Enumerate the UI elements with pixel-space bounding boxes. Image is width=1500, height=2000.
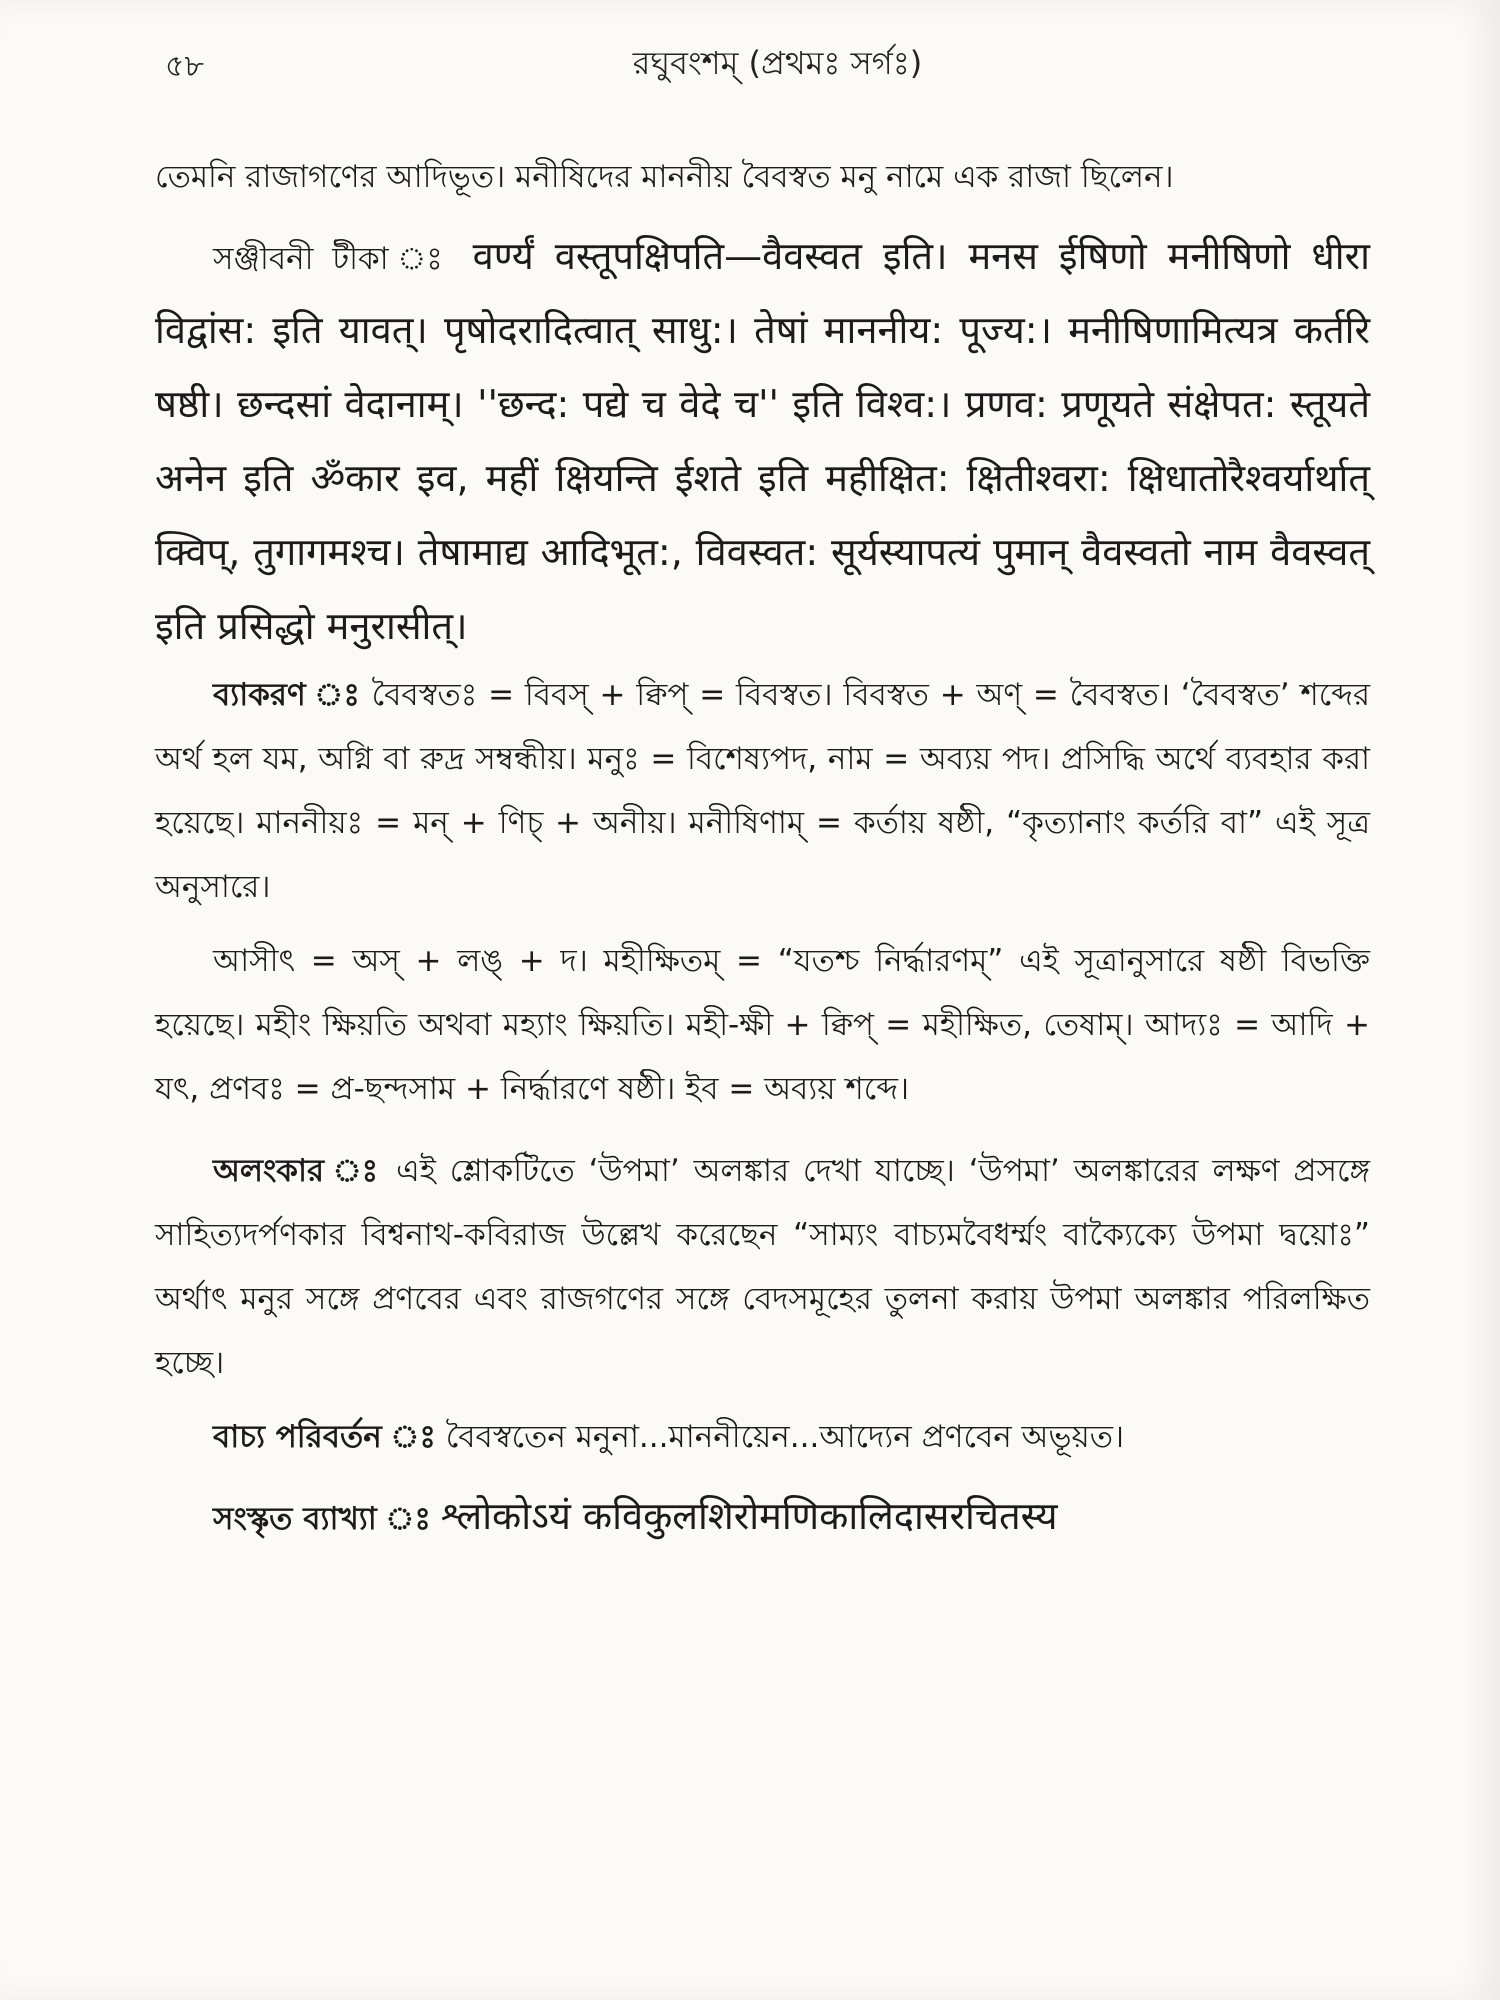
section-label-grammar: ব্যাকরণ ঃ xyxy=(213,677,361,713)
paragraph-alankara xyxy=(155,1139,1370,1395)
grammar-text: বৈবস্বতঃ = বিবস্ + ক্বিপ্ = বিবস্বত। বিবস্বত + অণ্ = বৈবস্বত। ‘বৈবস্বত’ শব্দের অর্থ হল যম, অগ্নি বা রুদ্র সম্বন্ধীয়। মনুঃ = বিশেষ্যপদ, নাম = অব্যয় পদ। প্রসিদ্ধি অর্থে ব্যবহার করা হয়েছে। মাননীয়ঃ = মন্ + ণিচ্ + অনীয়। মনীষিণাম্ = কর্তায় ষষ্ঠী, “কৃত্যানাং কর্তরি বা” এই সূত্র অনুসারে। xyxy=(155,677,1370,905)
page-number: ৫৮ xyxy=(165,49,204,84)
voice-change-text: বৈবস্বতেন মনুনা...মাননীয়েন...আদ্যেন প্রণবেন অভূয়ত। xyxy=(445,1419,1125,1455)
paragraph-sanskrit-explanation xyxy=(155,1479,1370,1553)
page-body xyxy=(155,145,1370,1553)
sanskrit-explanation-text: श्लोकोऽयं कविकुलशिरोमणिकालिदासरचितस्य xyxy=(440,1494,1058,1538)
sanjivani-text: वर्ण्यं वस्तूपक्षिपति—वैवस्वत इति। मनस ईषिणो मनीषिणो धीरा विद्वांस: इति यावत्। पृषोदरादित्वात् साधु:। तेषां माननीय: पूज्य:। मनीषिणामित्यत्र कर्तरि षष्ठी। छन्दसां वेदानाम्। ''छन्द: पद्ये च वेदे च'' इति विश्व:। प्रणव: प्रणूयते संक्षेपत: स्तूयते अनेन इति ॐकार इव, महीं क्षियन्ति ईशते इति महीक्षित: क्षितीश्वरा: क्षिधातोरैश्वर्यार्थात् क्विप्, तुगागमश्च। तेषामाद्य आदिभूत:, विवस्वत: सूर्यस्यापत्यं पुमान् वैवस्वतो नाम वैवस्वत् इति प्रसिद्धो मनुरासीत्। xyxy=(155,234,1370,648)
running-title: রঘুবংশম্ (প্রথমঃ সর্গঃ) xyxy=(632,44,923,82)
paragraph-grammar-continued: আসীৎ = অস্ + লঙ্ + দ। মহীক্ষিতম্ = “যতশ্চ নির্দ্ধারণম্” এই সূত্রানুসারে ষষ্ঠী বিভক্তি হয়েছে। মহীং ক্ষিয়তি অথবা মহ্যাং ক্ষিয়তি। মহী-ক্ষী + ক্বিপ্ = মহীক্ষিত, তেষাম্। আদ্যঃ = আদি + যৎ, প্রণবঃ = প্র-ছন্দসাম + নির্দ্ধারণে ষষ্ঠী। ইব = অব্যয় শব্দে। xyxy=(155,943,1370,1107)
paragraph-voice-change xyxy=(155,1405,1370,1469)
page-header xyxy=(165,38,1390,98)
paragraph-grammar xyxy=(155,663,1370,919)
section-label-sanskrit-explanation: সংস্কৃত ব্যাখ্যা ঃ xyxy=(213,1501,431,1537)
paragraph-sanjivani-commentary xyxy=(155,219,1370,663)
section-label-sanjivani: সঞ্জীবনী টীকা ঃ xyxy=(213,241,452,277)
section-label-voice-change: বাচ্য পরিবর্তন ঃ xyxy=(213,1419,436,1455)
section-label-alankara: অলংকার ঃ xyxy=(213,1153,383,1189)
paragraph-continuation: তেমনি রাজাগণের আদিভূত। মনীষিদের মাননীয় বৈবস্বত মনু নামে এক রাজা ছিলেন। xyxy=(155,159,1174,195)
alankara-text: এই শ্লোকটিতে ‘উপমা’ অলঙ্কার দেখা যাচ্ছে। ‘উপমা’ অলঙ্কারের লক্ষণ প্রসঙ্গে সাহিত্যদর্পণকার বিশ্বনাথ-কবিরাজ উল্লেখ করেছেন “সাম্যং বাচ্যমবৈধর্ম্মং বাক্যৈক্যে উপমা দ্বয়োঃ” অর্থাৎ মনুর সঙ্গে প্রণবের এবং রাজগণের সঙ্গে বেদসমূহের তুলনা করায় উপমা অলঙ্কার পরিলক্ষিত হচ্ছে। xyxy=(155,1153,1370,1381)
